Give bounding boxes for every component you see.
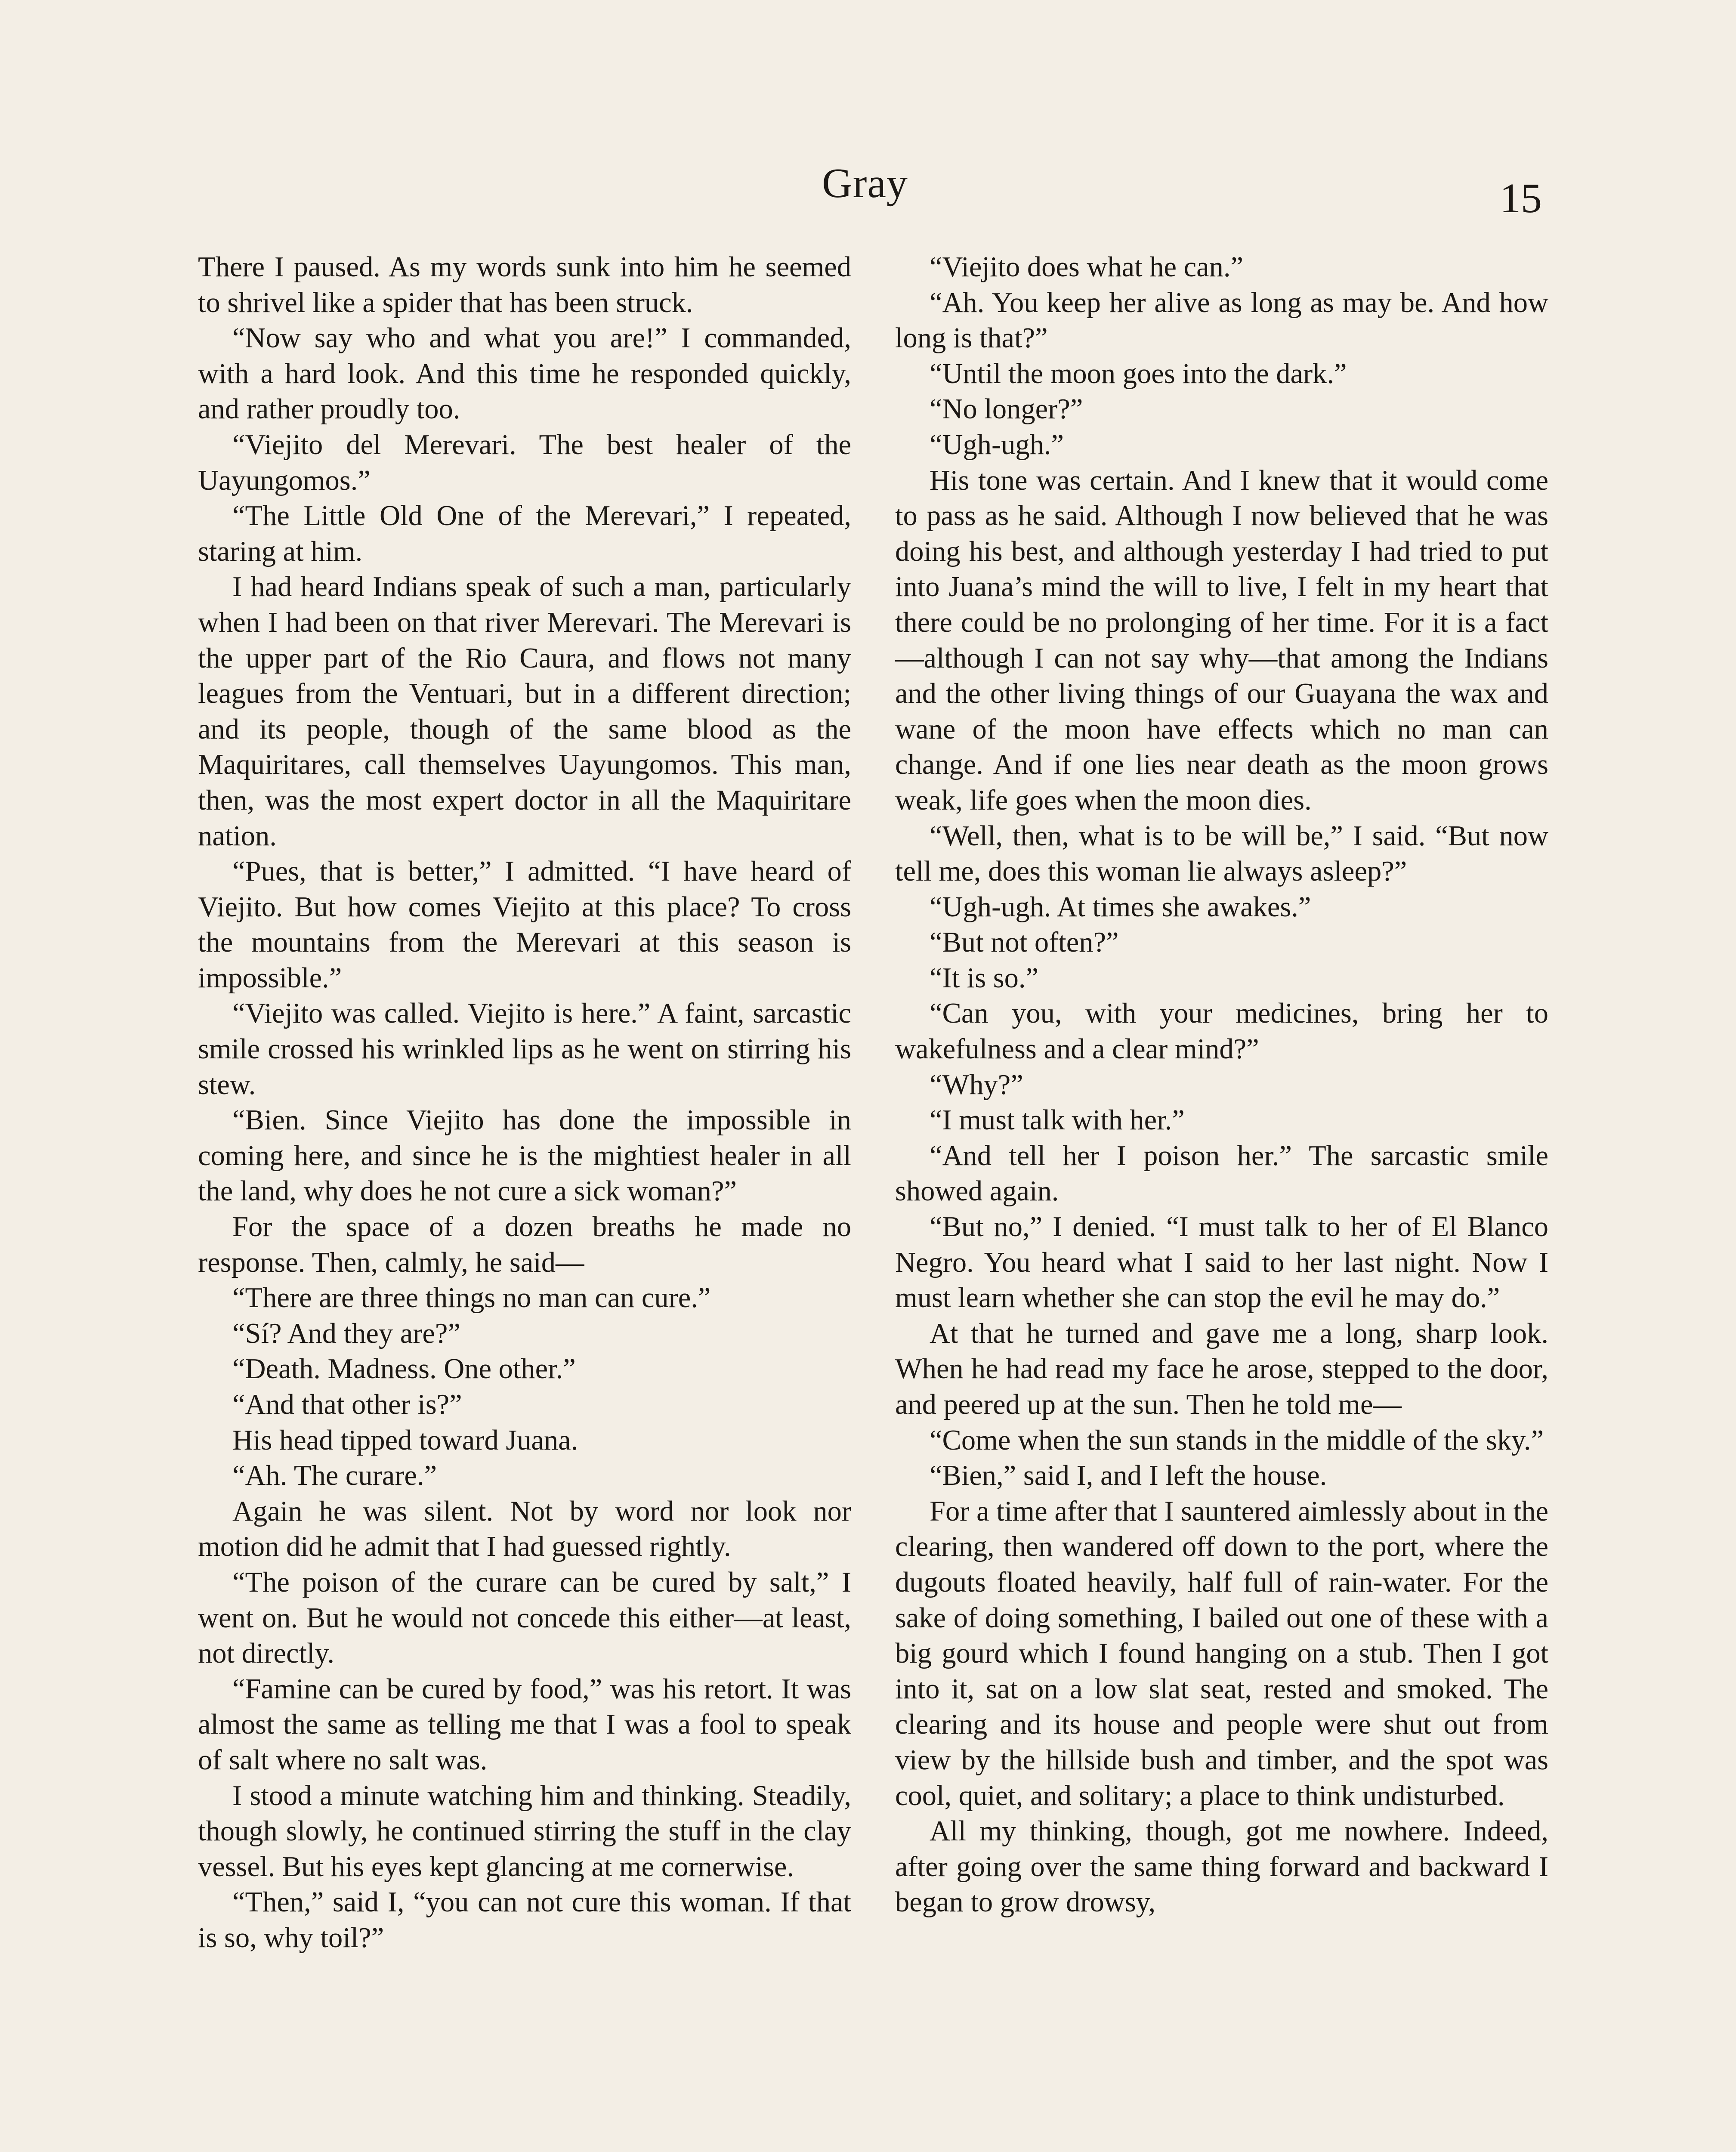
paragraph: “Ah. The curare.” bbox=[232, 1460, 437, 1492]
paragraph: I had heard Indians speak of such a man, particularly when I had been on that river Merevari. The Merevari is the upper part of the Rio Caura, and flows not many leagues from the Ventuari, but in a different direction; and its people, though of the same blood as the Maquiritares, call themselves Uayungomos. This man, then, was the most expert doctor in all the Maquiritare nation. bbox=[198, 571, 851, 852]
paragraph: “Viejito does what he can.” bbox=[930, 251, 1244, 283]
left-column bbox=[198, 250, 851, 1956]
paragraph: “Can you, with your medicines, bring her to wakefulness and a clear mind?” bbox=[895, 998, 1548, 1065]
page-number: 15 bbox=[1500, 175, 1542, 222]
paragraph: “And tell her I poison her.” The sarcastic smile showed again. bbox=[895, 1140, 1548, 1207]
paragraph: “Viejito del Merevari. The best healer of the Uayungomos.” bbox=[198, 429, 851, 496]
paragraph: “Bien. Since Viejito has done the impossible in coming here, and since he is the mightiest healer in all the land, why does he not cure a sick woman?” bbox=[198, 1104, 851, 1207]
paragraph: His head tipped toward Juana. bbox=[232, 1424, 578, 1456]
paragraph: “But no,” I denied. “I must talk to her of El Blanco Negro. You heard what I said to her last night. Now I must learn whether she can stop the evil he may do.” bbox=[895, 1211, 1548, 1314]
paragraph: There I paused. As my words sunk into him he seemed to shrivel like a spider that has been struck. bbox=[198, 251, 851, 318]
paragraph: “Well, then, what is to be will be,” I said. “But now tell me, does this woman lie always asleep?” bbox=[895, 820, 1548, 887]
paragraph: “Ugh-ugh. At times she awakes.” bbox=[930, 891, 1311, 923]
paragraph: “Ah. You keep her alive as long as may be. And how long is that?” bbox=[895, 287, 1548, 354]
paragraph: “Why?” bbox=[930, 1069, 1023, 1101]
paragraph: “Then,” said I, “you can not cure this woman. If that is so, why toil?” bbox=[198, 1886, 851, 1954]
paragraph: “Ugh-ugh.” bbox=[930, 429, 1064, 461]
paragraph: His tone was certain. And I knew that it would come to pass as he said. Although I now believed that he was doing his best, and although yesterday I had tried to put into Juana’s mind the will to live, I felt in my heart that there could be no prolonging of her time. For it is a fact—although I can not say why—that among the Indians and the other living things of our Guayana the wax and wane of the moon have effects which no man can change. And if one lies near death as the moon grows weak, life goes when the moon dies. bbox=[895, 464, 1548, 816]
paragraph: “Death. Madness. One other.” bbox=[232, 1353, 576, 1385]
paragraph: “But not often?” bbox=[930, 927, 1119, 959]
paragraph: “It is so.” bbox=[930, 962, 1039, 994]
paragraph: “There are three things no man can cure.” bbox=[232, 1282, 711, 1314]
paragraph: “Bien,” said I, and I left the house. bbox=[930, 1460, 1327, 1492]
paragraph: I stood a minute watching him and thinking. Steadily, though slowly, he continued stirring the stuff in the clay vessel. But his eyes kept glancing at me cornerwise. bbox=[198, 1780, 851, 1883]
running-title: Gray bbox=[822, 160, 908, 207]
paragraph: “Now say who and what you are!” I commanded, with a hard look. And this time he responded quickly, and rather proudly too. bbox=[198, 322, 851, 425]
paragraph: “I must talk with her.” bbox=[930, 1104, 1185, 1136]
paragraph: “Until the moon goes into the dark.” bbox=[930, 358, 1347, 390]
right-column bbox=[895, 250, 1548, 1920]
paragraph: “Come when the sun stands in the middle of the sky.” bbox=[930, 1424, 1544, 1456]
paragraph: For a time after that I sauntered aimlessly about in the clearing, then wandered off down to the port, where the dugouts floated heavily, half full of rain-water. For the sake of doing something, I bailed out one of these with a big gourd which I found hanging on a stub. Then I got into it, sat on a low slat seat, rested and smoked. The clearing and its house and people were shut out from view by the hillside bush and timber, and the spot was cool, quiet, and solitary; a place to think undisturbed. bbox=[895, 1495, 1548, 1812]
paragraph: Again he was silent. Not by word nor look nor motion did he admit that I had guessed rightly. bbox=[198, 1495, 851, 1563]
paragraph: “The poison of the curare can be cured by salt,” I went on. But he would not concede this either—at least, not directly. bbox=[198, 1566, 851, 1670]
paragraph: “Famine can be cured by food,” was his retort. It was almost the same as telling me that I was a fool to speak of salt where no salt was. bbox=[198, 1673, 851, 1776]
paragraph: For the space of a dozen breaths he made no response. Then, calmly, he said— bbox=[198, 1211, 851, 1278]
paragraph: “No longer?” bbox=[930, 393, 1083, 425]
paragraph: “And that other is?” bbox=[232, 1389, 462, 1420]
paragraph: “Pues, that is better,” I admitted. “I have heard of Viejito. But how comes Viejito at this place? To cross the mountains from the Merevari at this season is impossible.” bbox=[198, 856, 851, 994]
paragraph: “The Little Old One of the Merevari,” I repeated, staring at him. bbox=[198, 500, 851, 567]
paragraph: All my thinking, though, got me nowhere. Indeed, after going over the same thing forward and backward I began to grow drowsy, bbox=[895, 1815, 1548, 1918]
paragraph: “Viejito was called. Viejito is here.” A faint, sarcastic smile crossed his wrinkled lips as he went on stirring his stew. bbox=[198, 998, 851, 1101]
paragraph: “Sí? And they are?” bbox=[232, 1317, 460, 1349]
paragraph: At that he turned and gave me a long, sharp look. When he had read my face he arose, stepped to the door, and peered up at the sun. Then he told me— bbox=[895, 1317, 1548, 1420]
